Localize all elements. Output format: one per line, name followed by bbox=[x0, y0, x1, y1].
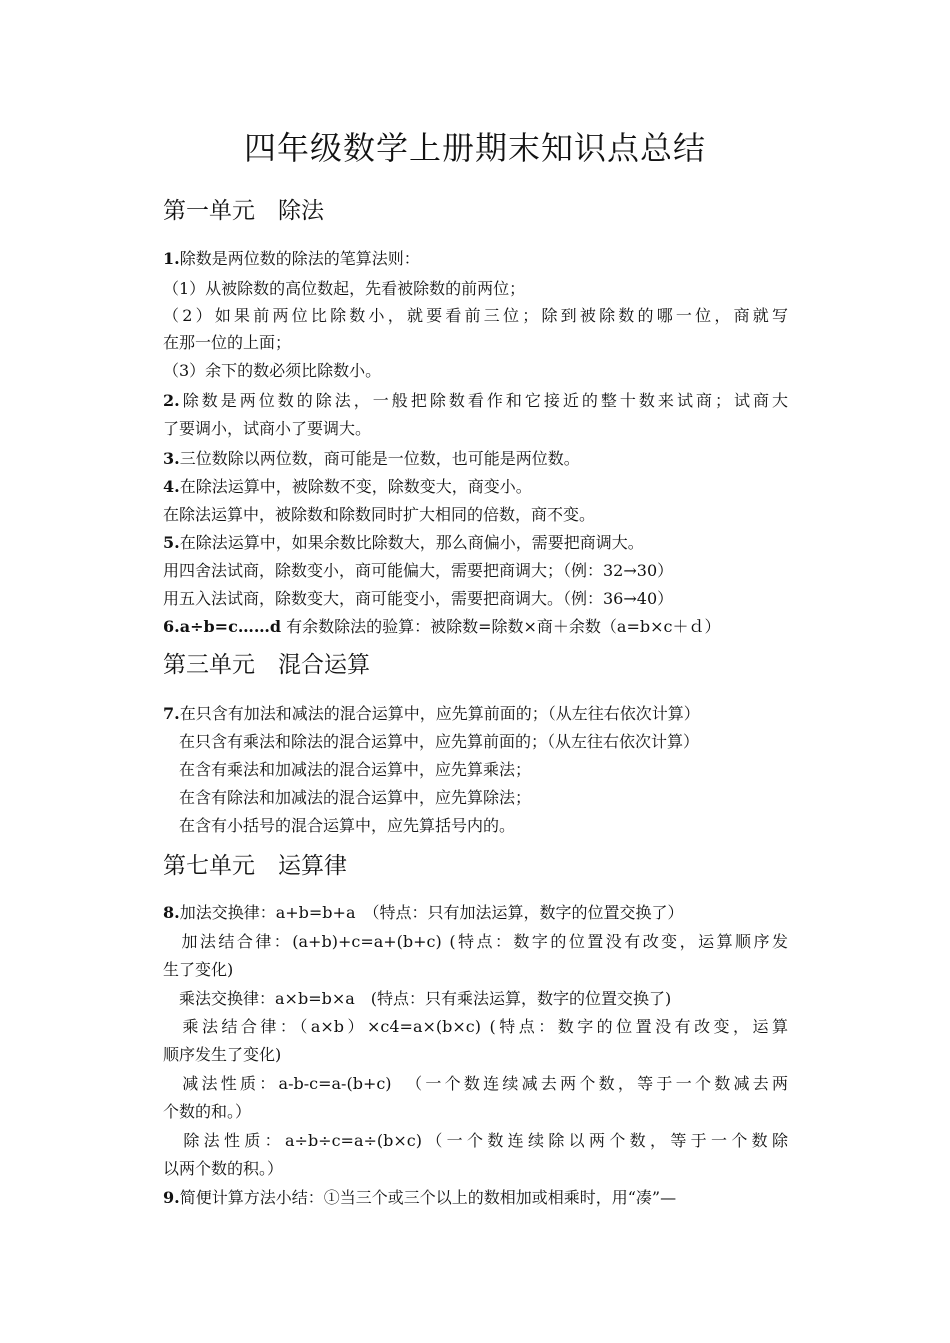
section-heading-unit7: 第七单元 运算律 bbox=[163, 853, 347, 879]
text-line: 9.简便计算方法小结：①当三个或三个以上的数相加或相乘时，用“凑”— bbox=[163, 1188, 677, 1207]
text-line: 6.a÷b=c……d 有余数除法的验算：被除数=除数×商＋余数（a=b×c＋ｄ） bbox=[163, 617, 721, 636]
text-line: 乘法交换律：a×b=b×a (特点：只有乘法运算，数字的位置交换了) bbox=[163, 989, 672, 1008]
text-line: 在含有乘法和加减法的混合运算中，应先算乘法； bbox=[163, 760, 532, 779]
text-line: 在那一位的上面； bbox=[163, 333, 292, 352]
text-line: 2.除数是两位数的除法，一般把除数看作和它接近的整十数来试商；试商大 bbox=[163, 391, 788, 410]
text-line: 减法性质：a-b-c=a-(b+c) （一个数连续减去两个数，等于一个数减去两 bbox=[163, 1074, 788, 1093]
text-line: 加法结合律：(a+b)+c=a+(b+c) (特点：数字的位置没有改变，运算顺序发 bbox=[163, 932, 788, 951]
text-line: 用四舍法试商，除数变小，商可能偏大，需要把商调大；（例：32→30） bbox=[163, 561, 674, 580]
text-line: 除法性质：a÷b÷c=a÷(b×c)（一个数连续除以两个数，等于一个数除 bbox=[163, 1131, 788, 1150]
section-heading-unit3: 第三单元 混合运算 bbox=[163, 652, 370, 678]
text-line: 4.在除法运算中，被除数不变，除数变大，商变小。 bbox=[163, 477, 532, 496]
section-heading-unit1: 第一单元 除法 bbox=[163, 198, 324, 224]
text-line: 了要调小，试商小了要调大。 bbox=[163, 419, 372, 438]
text-line: 顺序发生了变化) bbox=[163, 1045, 282, 1064]
text-line: （2）如果前两位比除数小，就要看前三位；除到被除数的哪一位，商就写 bbox=[163, 306, 788, 325]
text-line: 在除法运算中，被除数和除数同时扩大相同的倍数，商不变。 bbox=[163, 505, 596, 524]
text-line: （1）从被除数的高位数起，先看被除数的前两位； bbox=[163, 279, 526, 298]
text-line: 乘法结合律：（a×b）×c4=a×(b×c) (特点：数字的位置没有改变，运算 bbox=[163, 1017, 788, 1036]
text-line: 个数的和。） bbox=[163, 1102, 252, 1121]
text-line: 生了变化) bbox=[163, 960, 234, 979]
text-line: 在含有小括号的混合运算中，应先算括号内的。 bbox=[163, 816, 516, 835]
text-line: 用五入法试商，除数变大，商可能变小，需要把商调大。（例：36→40） bbox=[163, 589, 674, 608]
text-line: 1.除数是两位数的除法的笔算法则： bbox=[163, 249, 420, 268]
text-line: 在含有除法和加减法的混合运算中，应先算除法； bbox=[163, 788, 532, 807]
text-line: 3.三位数除以两位数，商可能是一位数，也可能是两位数。 bbox=[163, 449, 580, 468]
text-line: 在只含有乘法和除法的混合运算中，应先算前面的；（从左往右依次计算） bbox=[163, 732, 700, 751]
text-line: （3）余下的数必须比除数小。 bbox=[163, 361, 382, 380]
text-line: 以两个数的积。） bbox=[163, 1159, 284, 1178]
page-title: 四年级数学上册期末知识点总结 bbox=[243, 129, 706, 167]
text-line: 5.在除法运算中，如果余数比除数大，那么商偏小，需要把商调大。 bbox=[163, 533, 644, 552]
text-line: 8.加法交换律：a+b=b+a （特点：只有加法运算，数字的位置交换了） bbox=[163, 903, 684, 922]
text-line: 7.在只含有加法和减法的混合运算中，应先算前面的；（从左往右依次计算） bbox=[163, 704, 700, 723]
